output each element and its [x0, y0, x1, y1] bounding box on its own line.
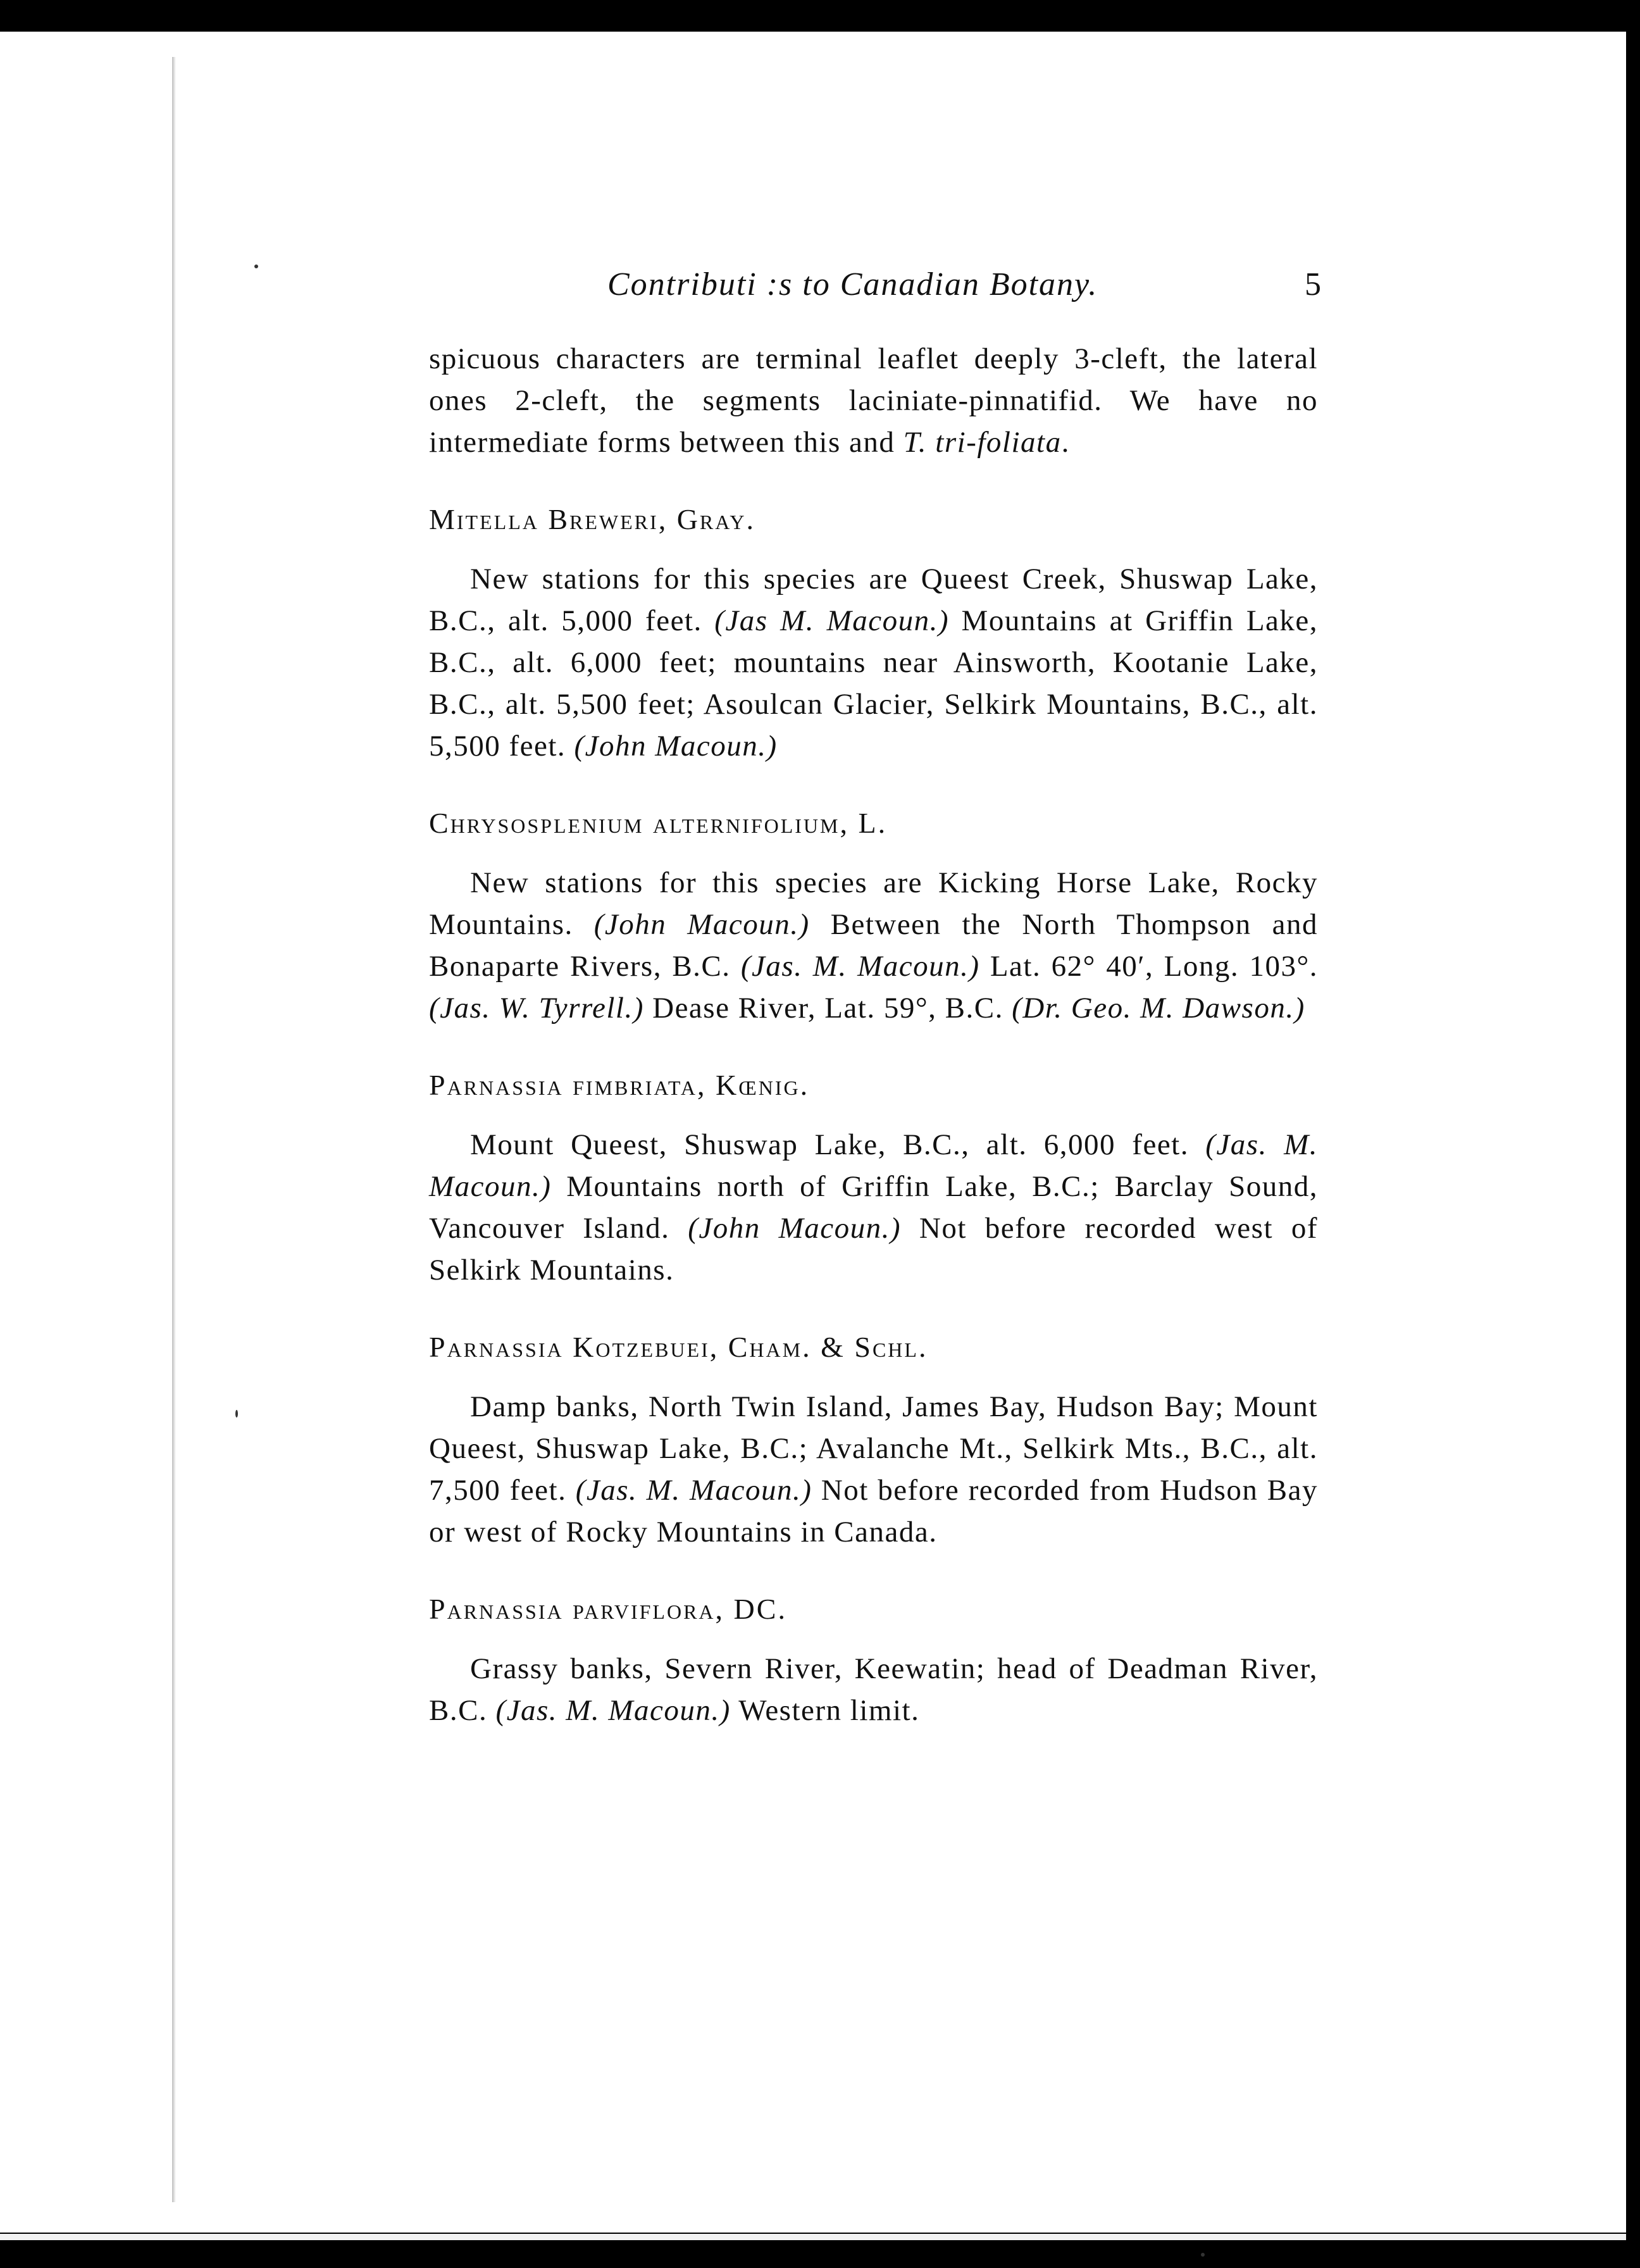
text-run: Grassy banks, Severn River, Keewatin; head of Deadman River, B.C.	[429, 1652, 1318, 1727]
species-heading	[429, 1326, 1318, 1368]
species-paragraph	[429, 558, 1318, 767]
collector-citation: (John Macoun.)	[574, 730, 778, 763]
species-name: Parnassia Kotzebuei	[429, 1331, 710, 1363]
intro-paragraph	[429, 338, 1318, 463]
page-number: 5	[1305, 266, 1322, 302]
dust-speck	[254, 265, 258, 268]
species-heading	[429, 499, 1318, 540]
collector-citation: (Jas. W. Tyrrell.)	[429, 992, 644, 1025]
running-header	[607, 266, 1322, 316]
collector-citation: (Jas. M. Macoun.)	[575, 1474, 812, 1507]
intro-genus: T. tri-foliata	[903, 426, 1062, 459]
collector-citation: (Dr. Geo. M. Dawson.)	[1012, 992, 1305, 1025]
species-heading	[429, 1588, 1318, 1630]
page-gutter-shadow	[172, 57, 176, 2202]
text-run: Western limit.	[730, 1694, 920, 1727]
text-run: Not before recorded west of Selkirk Mountains.	[429, 1212, 1319, 1287]
collector-citation: (Jas. M. Macoun.)	[495, 1694, 731, 1727]
collector-citation: (Jas. M. Macoun.)	[429, 1128, 1318, 1203]
text-run: Between the North Thompson and Bonaparte Rivers, B.C.	[429, 908, 1318, 983]
body-text	[429, 338, 1318, 1731]
text-run: Mount Queest, Shuswap Lake, B.C., alt. 6,000 feet.	[470, 1128, 1206, 1161]
species-author: , L.	[840, 807, 888, 839]
text-run: Damp banks, North Twin Island, James Bay, Hudson Bay; Mount Queest, Shuswap Lake, B.C.; Avalanche Mt., Selkirk Mts., B.C., alt. 7,500 feet.	[429, 1390, 1318, 1507]
species-name: Parnassia parviflora	[429, 1593, 716, 1625]
species-paragraph	[429, 1648, 1318, 1731]
collector-citation: (John Macoun.)	[688, 1212, 902, 1245]
species-heading	[429, 802, 1318, 844]
text-run: New stations for this species are Kicking Horse Lake, Rocky Mountains.	[429, 866, 1318, 941]
text-run: New stations for this species are Queest Creek, Shuswap Lake, B.C., alt. 5,000 feet.	[429, 563, 1318, 637]
species-author: , Gray.	[658, 503, 756, 535]
species-paragraph	[429, 862, 1318, 1029]
dust-speck	[1201, 2253, 1205, 2257]
species-name: Parnassia fimbriata	[429, 1069, 698, 1101]
text-run: Not before recorded from Hudson Bay or west of Rocky Mountains in Canada.	[429, 1474, 1318, 1548]
text-run: Dease River, Lat. 59°, B.C.	[643, 992, 1012, 1025]
text-run: Mountains at Griffin Lake, B.C., alt. 6,000 feet; mountains near Ainsworth, Kootanie Lake, B.C., alt. 5,500 feet; Asoulcan Glacier, Selkirk Mountains, B.C., alt. 5,500 feet.	[429, 604, 1318, 763]
collector-citation: (John Macoun.)	[593, 908, 810, 941]
species-name: Mitella Breweri	[429, 503, 659, 535]
text-run: Mountains north of Griffin Lake, B.C.; Barclay Sound, Vancouver Island.	[429, 1170, 1318, 1245]
dust-speck	[235, 1410, 238, 1418]
species-name: Chrysosplenium alternifolium	[429, 807, 840, 839]
intro-text: spicuous characters are terminal leaflet deeply 3-cleft, the lateral ones 2-cleft, the segments laciniate-pinnatifid. We have no intermediate forms between this and	[429, 342, 1318, 459]
running-title: Contributi :s to Canadian Botany.	[607, 266, 1098, 302]
species-paragraph	[429, 1124, 1318, 1291]
species-author: , DC.	[715, 1593, 787, 1625]
page-bottom-edge	[0, 2234, 1626, 2240]
species-paragraph	[429, 1386, 1318, 1553]
collector-citation: (Jas. M. Macoun.)	[740, 950, 980, 983]
species-author: , Kœnig.	[697, 1069, 810, 1101]
collector-citation: (Jas M. Macoun.)	[714, 604, 949, 637]
species-author: , Cham. & Schl.	[709, 1331, 928, 1363]
species-heading	[429, 1064, 1318, 1106]
text-run: Lat. 62° 40′, Long. 103°.	[979, 950, 1318, 983]
intro-end: .	[1061, 426, 1070, 459]
